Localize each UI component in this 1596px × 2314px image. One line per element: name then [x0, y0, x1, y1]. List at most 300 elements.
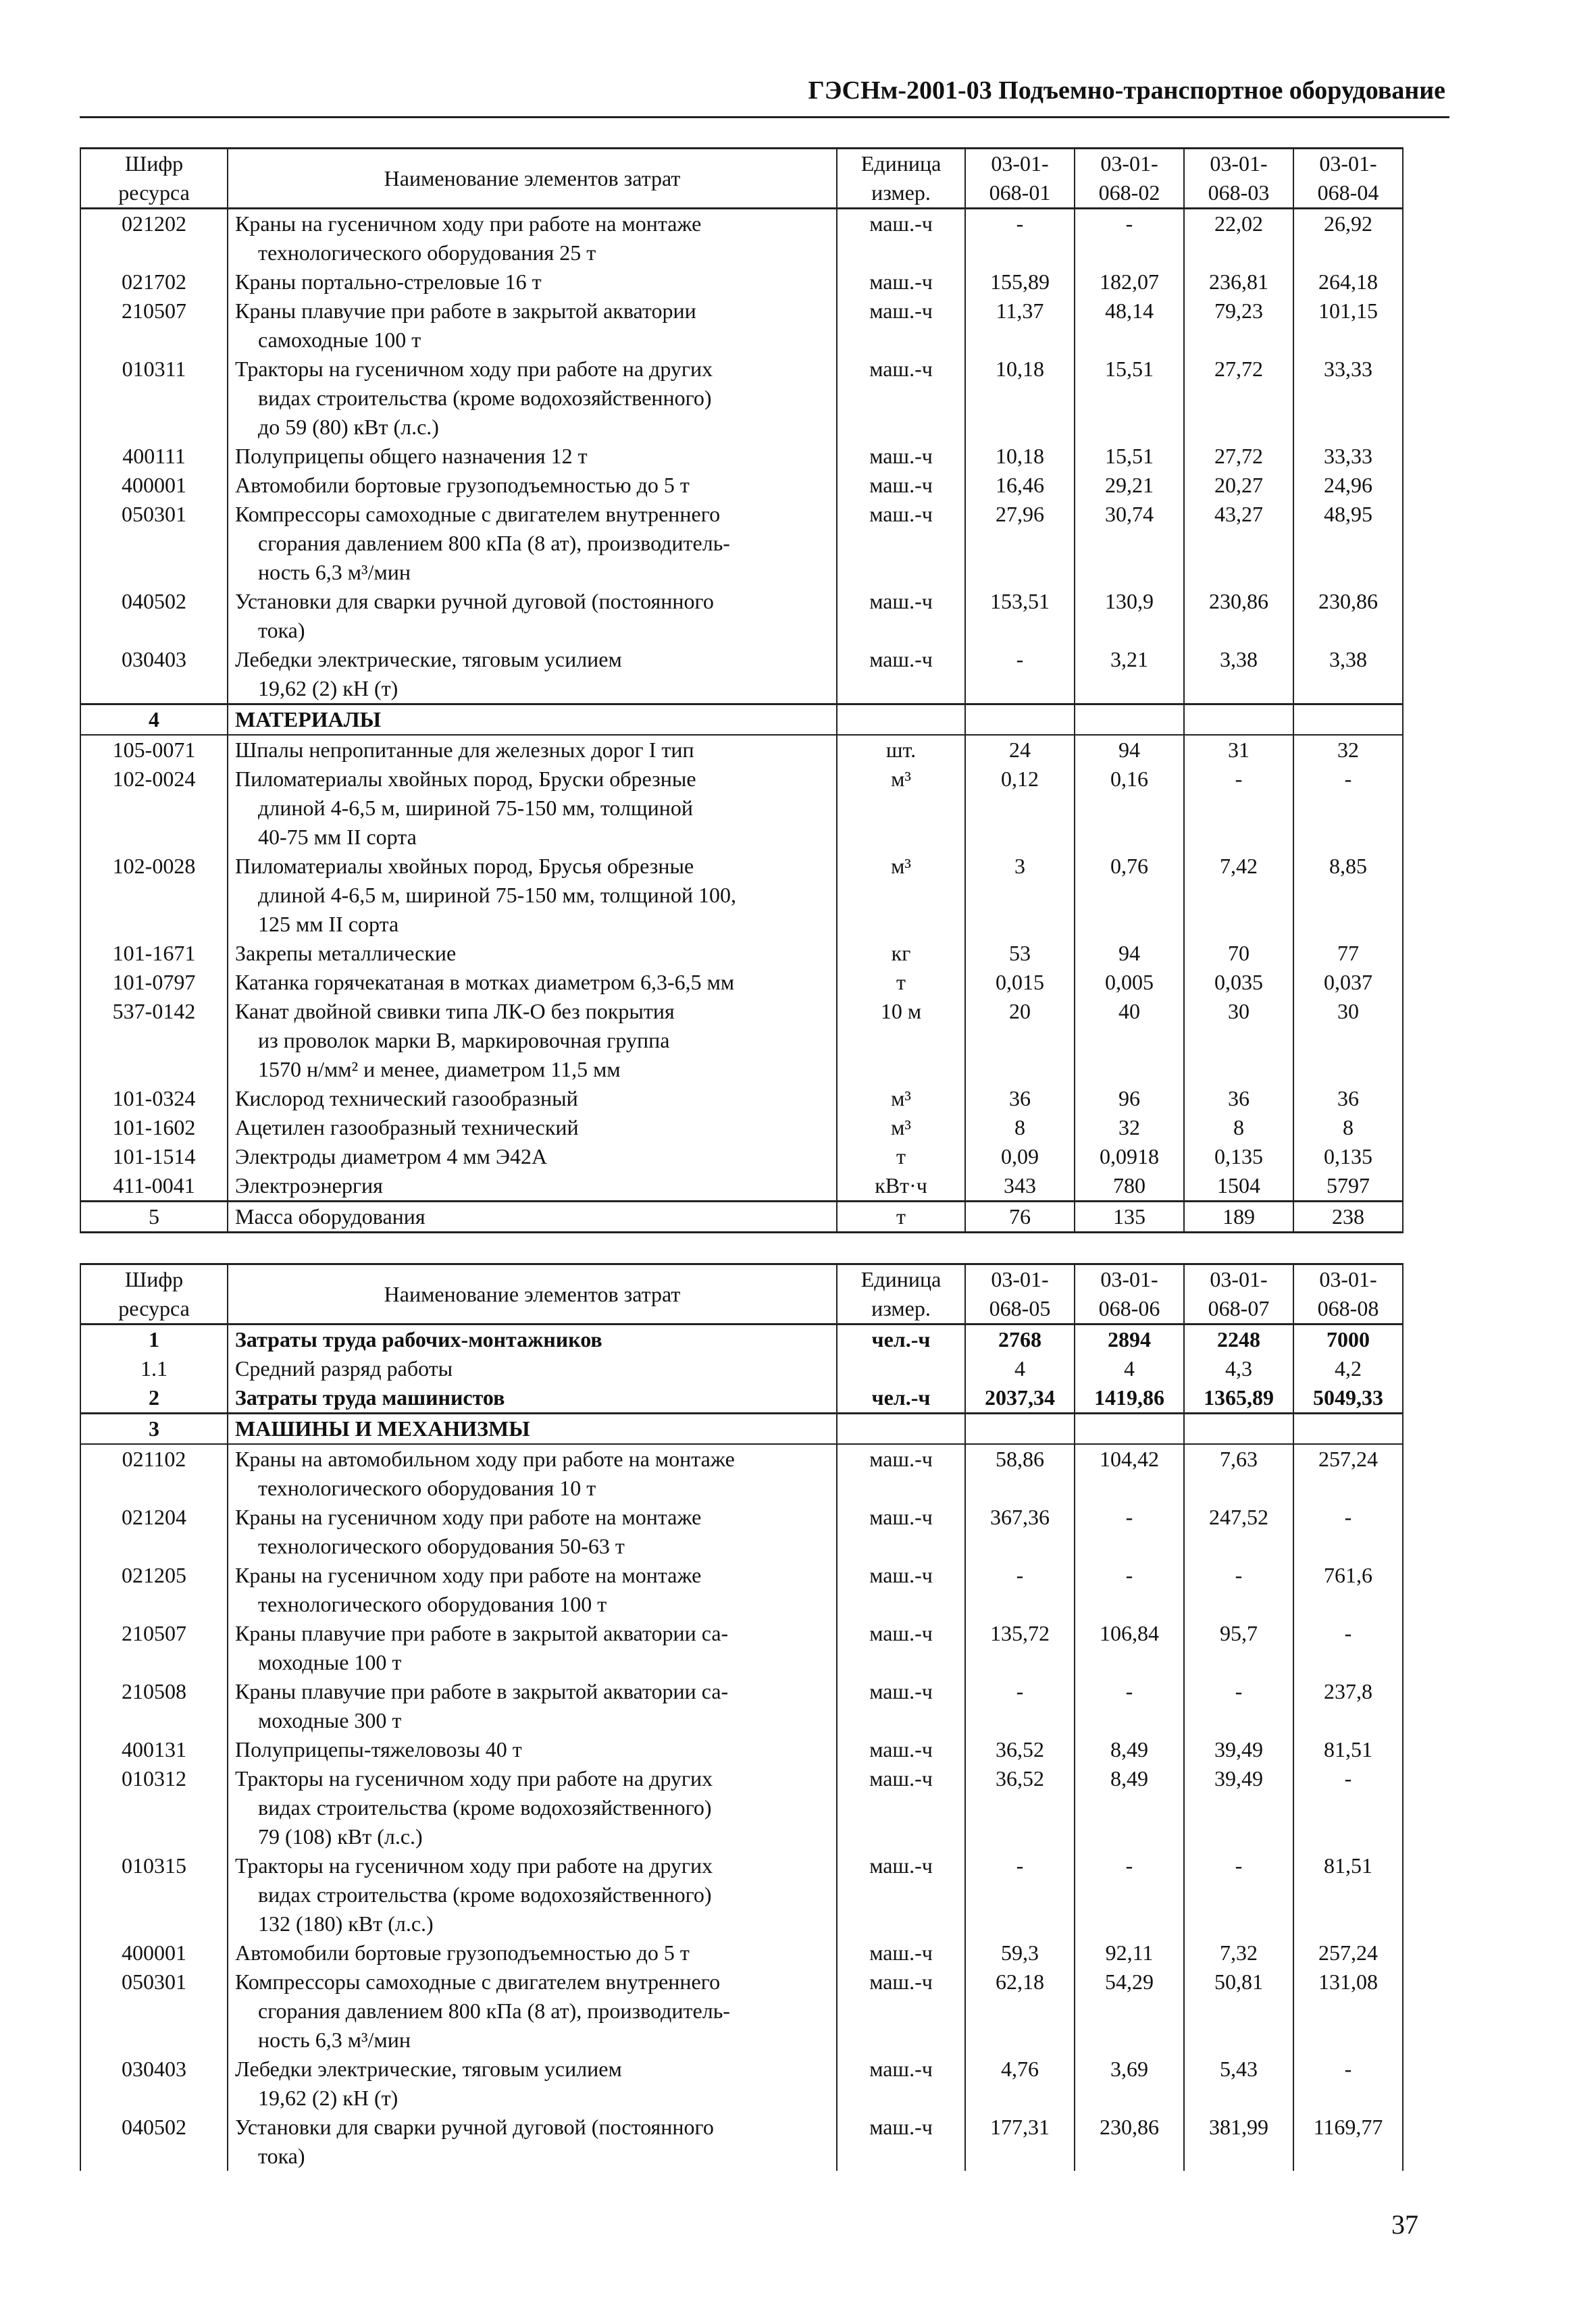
resource-code: 105-0071 [80, 735, 228, 765]
resource-name [228, 1619, 837, 1677]
value-cell: 70 [1184, 939, 1293, 968]
value-cell: 0,12 [965, 765, 1075, 852]
table-row [80, 968, 1403, 997]
value-cell: 39,49 [1184, 1735, 1293, 1764]
resource-name [228, 1968, 837, 2055]
value-cell: - [965, 209, 1075, 268]
value-cell: 94 [1075, 735, 1184, 765]
resource-name [228, 1938, 837, 1968]
value-cell: 4,2 [1293, 1354, 1403, 1383]
resource-name-line: Тракторы на гусеничном ходу при работе на других [235, 357, 713, 381]
value-cell: 95,7 [1184, 1619, 1293, 1677]
table-row [80, 735, 1403, 765]
value-cell: 106,84 [1075, 1619, 1184, 1677]
value-cell: 32 [1293, 735, 1403, 765]
value-cell: 8 [1293, 1113, 1403, 1142]
value-cell: 4,3 [1184, 1354, 1293, 1383]
resource-name [228, 1503, 837, 1561]
resource-code: 021702 [80, 267, 228, 297]
value-cell: 24 [965, 735, 1075, 765]
resource-name-line: Шпалы непропитанные для железных дорог I тип [235, 738, 694, 762]
value-cell: - [1184, 1561, 1293, 1619]
resource-name-line: 19,62 (2) кН (т) [258, 2086, 398, 2110]
value-cell: - [1293, 2055, 1403, 2113]
value-cell: 101,15 [1293, 297, 1403, 355]
resource-name-line: ность 6,3 м³/мин [258, 560, 411, 584]
resource-name-line: Полуприцепы общего назначения 12 т [235, 444, 588, 468]
resource-name-line: 125 мм II сорта [258, 912, 399, 936]
resource-name [228, 2055, 837, 2113]
value-cell: 230,86 [1075, 2113, 1184, 2171]
resource-name [228, 355, 837, 442]
value-cell: 81,51 [1293, 1851, 1403, 1938]
value-cell: - [965, 645, 1075, 704]
resource-code: 050301 [80, 1968, 228, 2055]
value-cell: 3,69 [1075, 2055, 1184, 2113]
value-cell: 79,23 [1184, 297, 1293, 355]
resource-name-line: Тракторы на гусеничном ходу при работе на других [235, 1853, 713, 1878]
header-col-2: 03-01-068-02 [1075, 149, 1184, 209]
value-cell: 264,18 [1293, 267, 1403, 297]
header-col-3: 03-01-068-03 [1184, 149, 1293, 209]
resource-code: 400001 [80, 1938, 228, 1968]
value-cell: 2248 [1184, 1325, 1293, 1355]
value-cell: 36,52 [965, 1735, 1075, 1764]
resource-code: 400001 [80, 471, 228, 500]
resource-code: 210507 [80, 1619, 228, 1677]
resource-name-line: Лебедки электрические, тяговым усилием [235, 647, 622, 671]
resource-name [228, 1735, 837, 1764]
resource-code: 021205 [80, 1561, 228, 1619]
unit-cell: маш.-ч [837, 355, 965, 442]
value-cell: - [1075, 209, 1184, 268]
table-row [80, 587, 1403, 645]
unit-cell: маш.-ч [837, 209, 965, 268]
unit-cell: маш.-ч [837, 1561, 965, 1619]
resource-code: 021204 [80, 1503, 228, 1561]
table-row [80, 1619, 1403, 1677]
resource-name [228, 1142, 837, 1171]
table-row [80, 1142, 1403, 1171]
table-row [80, 500, 1403, 587]
unit-cell: 10 м [837, 997, 965, 1084]
resource-name [228, 997, 837, 1084]
value-cell: 343 [965, 1171, 1075, 1202]
resource-table-2 [80, 1263, 1404, 2171]
value-cell: 8,49 [1075, 1764, 1184, 1851]
value-cell: 48,14 [1075, 297, 1184, 355]
table-row [80, 1325, 1403, 1355]
value-cell: 36,52 [965, 1764, 1075, 1851]
resource-name-line: Электроды диаметром 4 мм Э42А [235, 1144, 548, 1168]
table-row [80, 939, 1403, 968]
resource-code: 400111 [80, 442, 228, 471]
resource-name [228, 587, 837, 645]
value-cell: 27,72 [1184, 355, 1293, 442]
resource-name-line: Краны на гусеничном ходу при работе на монтаже [235, 211, 702, 236]
resource-name-line: видах строительства (кроме водохозяйственного) [258, 1795, 712, 1820]
value-cell: 76 [965, 1202, 1075, 1233]
value-cell: 36 [1184, 1084, 1293, 1113]
resource-name-line: 19,62 (2) кН (т) [258, 676, 398, 700]
value-cell: 0,015 [965, 968, 1075, 997]
resource-name-line: Краны портально-стреловые 16 т [235, 269, 542, 294]
resource-name-line: моходные 300 т [258, 1708, 402, 1732]
value-cell: 20,27 [1184, 471, 1293, 500]
value-cell: 3 [965, 852, 1075, 939]
unit-cell: м³ [837, 765, 965, 852]
unit-cell: маш.-ч [837, 1444, 965, 1503]
resource-code: 537-0142 [80, 997, 228, 1084]
header-col-1: 03-01-068-01 [965, 149, 1075, 209]
value-cell: 33,33 [1293, 442, 1403, 471]
value-cell: 131,08 [1293, 1968, 1403, 2055]
empty-cell [965, 704, 1075, 736]
unit-cell: маш.-ч [837, 587, 965, 645]
value-cell: 247,52 [1184, 1503, 1293, 1561]
unit-cell: маш.-ч [837, 1503, 965, 1561]
header-code: Шифр ресурса [80, 149, 228, 209]
value-cell: 26,92 [1293, 209, 1403, 268]
value-cell: 189 [1184, 1202, 1293, 1233]
resource-code: 102-0028 [80, 852, 228, 939]
resource-name-line: длиной 4-6,5 м, шириной 75-150 мм, толщиной [258, 796, 693, 820]
resource-name [228, 645, 837, 704]
value-cell: 5,43 [1184, 2055, 1293, 2113]
value-cell: 155,89 [965, 267, 1075, 297]
resource-name [228, 1171, 837, 1202]
value-cell: 59,3 [965, 1938, 1075, 1968]
value-cell: 3,21 [1075, 645, 1184, 704]
table-row [80, 1444, 1403, 1503]
value-cell: 48,95 [1293, 500, 1403, 587]
empty-cell [1184, 704, 1293, 736]
resource-name-line: сгорания давлением 800 кПа (8 ат), производитель- [258, 531, 730, 555]
header-code: Шифр ресурса [80, 1264, 228, 1325]
value-cell: - [1184, 1677, 1293, 1735]
table-row [80, 1202, 1403, 1233]
value-cell: 31 [1184, 735, 1293, 765]
value-cell: 36 [965, 1084, 1075, 1113]
resource-name-line: до 59 (80) кВт (л.с.) [258, 415, 439, 439]
value-cell: - [1293, 1503, 1403, 1561]
resource-code: 2 [80, 1383, 228, 1414]
value-cell: 761,6 [1293, 1561, 1403, 1619]
value-cell: 16,46 [965, 471, 1075, 500]
value-cell: - [1293, 765, 1403, 852]
resource-name [228, 1113, 837, 1142]
table-row [80, 1561, 1403, 1619]
resource-name-line: технологического оборудования 25 т [258, 240, 596, 265]
empty-cell [1184, 1414, 1293, 1445]
value-cell: 153,51 [965, 587, 1075, 645]
table-row [80, 267, 1403, 297]
resource-name-line: Краны плавучие при работе в закрытой акватории са- [235, 1621, 729, 1645]
unit-cell: маш.-ч [837, 1851, 965, 1938]
value-cell: 0,037 [1293, 968, 1403, 997]
resource-name-line: моходные 100 т [258, 1650, 402, 1674]
value-cell: 7000 [1293, 1325, 1403, 1355]
empty-cell [1293, 1414, 1403, 1445]
value-cell: 8 [1184, 1113, 1293, 1142]
unit-cell: маш.-ч [837, 1735, 965, 1764]
value-cell: 135 [1075, 1202, 1184, 1233]
resource-code: 101-0797 [80, 968, 228, 997]
resource-name: Затраты труда машинистов [228, 1383, 837, 1414]
resource-name-line: Закрепы металлические [235, 941, 457, 965]
resource-name-line: видах строительства (кроме водохозяйственного) [258, 1882, 712, 1907]
value-cell: 0,135 [1184, 1142, 1293, 1171]
resource-name [228, 471, 837, 500]
header-col-8: 03-01-068-08 [1293, 1264, 1403, 1325]
value-cell: 8,85 [1293, 852, 1403, 939]
resource-code: 102-0024 [80, 765, 228, 852]
table-row [80, 2113, 1403, 2171]
resource-name-line: Пиломатериалы хвойных пород, Бруски обрезные [235, 767, 696, 791]
table-row [80, 1938, 1403, 1968]
unit-cell: чел.-ч [837, 1325, 965, 1355]
resource-name-line: Кислород технический газообразный [235, 1086, 578, 1110]
value-cell: 32 [1075, 1113, 1184, 1142]
header-unit: Единица измер. [837, 1264, 965, 1325]
resource-code: 021102 [80, 1444, 228, 1503]
header-name: Наименование элементов затрат [228, 1264, 837, 1325]
table-header-row [80, 1264, 1403, 1325]
table-row [80, 297, 1403, 355]
resource-code: 010315 [80, 1851, 228, 1938]
value-cell: 58,86 [965, 1444, 1075, 1503]
value-cell: 230,86 [1184, 587, 1293, 645]
unit-cell: маш.-ч [837, 1938, 965, 1968]
value-cell: 24,96 [1293, 471, 1403, 500]
table-row [80, 1764, 1403, 1851]
resource-name [228, 442, 837, 471]
resource-name-line: тока) [258, 618, 305, 642]
value-cell: 27,96 [965, 500, 1075, 587]
resource-name [228, 267, 837, 297]
resource-name-line: Автомобили бортовые грузоподъемностью до 5 т [235, 473, 690, 497]
section-title: МАТЕРИАЛЫ [228, 704, 837, 736]
value-cell: 130,9 [1075, 587, 1184, 645]
resource-name-line: Краны на гусеничном ходу при работе на монтаже [235, 1563, 702, 1587]
value-cell: 0,005 [1075, 968, 1184, 997]
resource-name-line: Установки для сварки ручной дуговой (постоянного [235, 2115, 714, 2139]
resource-name-line: 40-75 мм II сорта [258, 825, 417, 849]
unit-cell: кг [837, 939, 965, 968]
value-cell: 7,42 [1184, 852, 1293, 939]
resource-name-line: Электроэнергия [235, 1173, 383, 1198]
resource-name-line: Автомобили бортовые грузоподъемностью до 5 т [235, 1940, 690, 1965]
value-cell: 5049,33 [1293, 1383, 1403, 1414]
table-row [80, 765, 1403, 852]
resource-name [228, 968, 837, 997]
empty-cell [965, 1414, 1075, 1445]
section-row [80, 704, 1403, 736]
value-cell: 1365,89 [1184, 1383, 1293, 1414]
header-name: Наименование элементов затрат [228, 149, 837, 209]
table-row [80, 1735, 1403, 1764]
resource-code: 010312 [80, 1764, 228, 1851]
value-cell: - [965, 1677, 1075, 1735]
value-cell: 4 [1075, 1354, 1184, 1383]
value-cell: 53 [965, 939, 1075, 968]
resource-code: 5 [80, 1202, 228, 1233]
resource-code: 400131 [80, 1735, 228, 1764]
value-cell: 2768 [965, 1325, 1075, 1355]
resource-code: 050301 [80, 500, 228, 587]
value-cell: 237,8 [1293, 1677, 1403, 1735]
header-col-6: 03-01-068-06 [1075, 1264, 1184, 1325]
value-cell: 7,63 [1184, 1444, 1293, 1503]
resource-name-line: длиной 4-6,5 м, шириной 75-150 мм, толщиной 100, [258, 883, 736, 907]
value-cell: - [1293, 1764, 1403, 1851]
value-cell: 11,37 [965, 297, 1075, 355]
value-cell: 0,035 [1184, 968, 1293, 997]
value-cell: 15,51 [1075, 355, 1184, 442]
value-cell: 1419,86 [1075, 1383, 1184, 1414]
resource-name-line: 79 (108) кВт (л.с.) [258, 1824, 423, 1849]
resource-name [228, 765, 837, 852]
table-row [80, 1503, 1403, 1561]
header-col-7: 03-01-068-07 [1184, 1264, 1293, 1325]
table-row [80, 209, 1403, 268]
resource-name-line: технологического оборудования 10 т [258, 1476, 596, 1500]
empty-cell [837, 704, 965, 736]
value-cell: 1504 [1184, 1171, 1293, 1202]
value-cell: 381,99 [1184, 2113, 1293, 2171]
value-cell: 30 [1184, 997, 1293, 1084]
value-cell: 104,42 [1075, 1444, 1184, 1503]
unit-cell: м³ [837, 1113, 965, 1142]
unit-cell: маш.-ч [837, 1677, 965, 1735]
table-row [80, 997, 1403, 1084]
resource-code: 210507 [80, 297, 228, 355]
value-cell: 0,135 [1293, 1142, 1403, 1171]
unit-cell: маш.-ч [837, 2055, 965, 2113]
unit-cell: маш.-ч [837, 297, 965, 355]
value-cell: 20 [965, 997, 1075, 1084]
resource-code: 040502 [80, 587, 228, 645]
value-cell: 43,27 [1184, 500, 1293, 587]
unit-cell: маш.-ч [837, 1764, 965, 1851]
header-col-5: 03-01-068-05 [965, 1264, 1075, 1325]
resource-name [228, 2113, 837, 2171]
empty-cell [1075, 704, 1184, 736]
unit-cell: кВт·ч [837, 1171, 965, 1202]
resource-name-line: технологического оборудования 50-63 т [258, 1534, 625, 1558]
value-cell: 36 [1293, 1084, 1403, 1113]
value-cell: 257,24 [1293, 1444, 1403, 1503]
resource-name-line: 132 (180) кВт (л.с.) [258, 1911, 434, 1936]
resource-code: 210508 [80, 1677, 228, 1735]
resource-code: 1.1 [80, 1354, 228, 1383]
value-cell: - [1075, 1503, 1184, 1561]
value-cell: - [1184, 1851, 1293, 1938]
table-row [80, 852, 1403, 939]
resource-name [228, 1677, 837, 1735]
value-cell: 2037,34 [965, 1383, 1075, 1414]
value-cell: - [1075, 1851, 1184, 1938]
table-row [80, 1383, 1403, 1414]
unit-cell: маш.-ч [837, 267, 965, 297]
unit-cell: маш.-ч [837, 1619, 965, 1677]
value-cell: 135,72 [965, 1619, 1075, 1677]
value-cell: 1169,77 [1293, 2113, 1403, 2171]
resource-name-line: 1570 н/мм² и менее, диаметром 11,5 мм [258, 1057, 621, 1081]
value-cell: - [1075, 1677, 1184, 1735]
table-row [80, 1113, 1403, 1142]
resource-name: Масса оборудования [228, 1202, 837, 1233]
value-cell: 40 [1075, 997, 1184, 1084]
value-cell: 15,51 [1075, 442, 1184, 471]
empty-cell [837, 1414, 965, 1445]
header-col-4: 03-01-068-04 [1293, 149, 1403, 209]
resource-code: 101-0324 [80, 1084, 228, 1113]
value-cell: 780 [1075, 1171, 1184, 1202]
value-cell: 0,0918 [1075, 1142, 1184, 1171]
table-row [80, 1171, 1403, 1202]
value-cell: 54,29 [1075, 1968, 1184, 2055]
table-row [80, 1354, 1403, 1383]
resource-name-line: Краны плавучие при работе в закрытой акватории са- [235, 1679, 729, 1703]
value-cell: - [1293, 1619, 1403, 1677]
resource-name-line: из проволок марки В, маркировочная группа [258, 1028, 670, 1052]
resource-name [228, 297, 837, 355]
resource-name [228, 939, 837, 968]
resource-code: 040502 [80, 2113, 228, 2171]
unit-cell: маш.-ч [837, 500, 965, 587]
page-header: ГЭСНм-2001-03 Подъемно-транспортное оборудование [808, 76, 1445, 105]
resource-name [228, 1444, 837, 1503]
value-cell: 0,76 [1075, 852, 1184, 939]
resource-name-line: Краны на гусеничном ходу при работе на монтаже [235, 1505, 702, 1529]
value-cell: - [1184, 765, 1293, 852]
value-cell: 177,31 [965, 2113, 1075, 2171]
value-cell: 182,07 [1075, 267, 1184, 297]
resource-name [228, 852, 837, 939]
value-cell: 238 [1293, 1202, 1403, 1233]
section-code: 4 [80, 704, 228, 736]
resource-name-line: самоходные 100 т [258, 328, 421, 352]
value-cell: - [965, 1561, 1075, 1619]
value-cell: 27,72 [1184, 442, 1293, 471]
value-cell: 10,18 [965, 442, 1075, 471]
resource-name-line: тока) [258, 2144, 305, 2168]
resource-name-line: Краны плавучие при работе в закрытой акватории [235, 299, 696, 323]
value-cell: 22,02 [1184, 209, 1293, 268]
unit-cell: маш.-ч [837, 645, 965, 704]
resource-name-line: Компрессоры самоходные с двигателем внутреннего [235, 502, 721, 526]
value-cell: 5797 [1293, 1171, 1403, 1202]
value-cell: 29,21 [1075, 471, 1184, 500]
resource-code: 101-1602 [80, 1113, 228, 1142]
value-cell: 33,33 [1293, 355, 1403, 442]
resource-name-line: Канат двойной свивки типа ЛК-О без покрытия [235, 999, 675, 1023]
resource-code: 030403 [80, 2055, 228, 2113]
unit-cell: т [837, 1202, 965, 1233]
value-cell: 236,81 [1184, 267, 1293, 297]
value-cell: 62,18 [965, 1968, 1075, 2055]
value-cell: 3,38 [1293, 645, 1403, 704]
value-cell: 30 [1293, 997, 1403, 1084]
table-row [80, 1851, 1403, 1938]
value-cell: 92,11 [1075, 1938, 1184, 1968]
table-row [80, 645, 1403, 704]
value-cell: 77 [1293, 939, 1403, 968]
resource-name [228, 1561, 837, 1619]
value-cell: 8 [965, 1113, 1075, 1142]
resource-name-line: сгорания давлением 800 кПа (8 ат), производитель- [258, 1999, 730, 2023]
